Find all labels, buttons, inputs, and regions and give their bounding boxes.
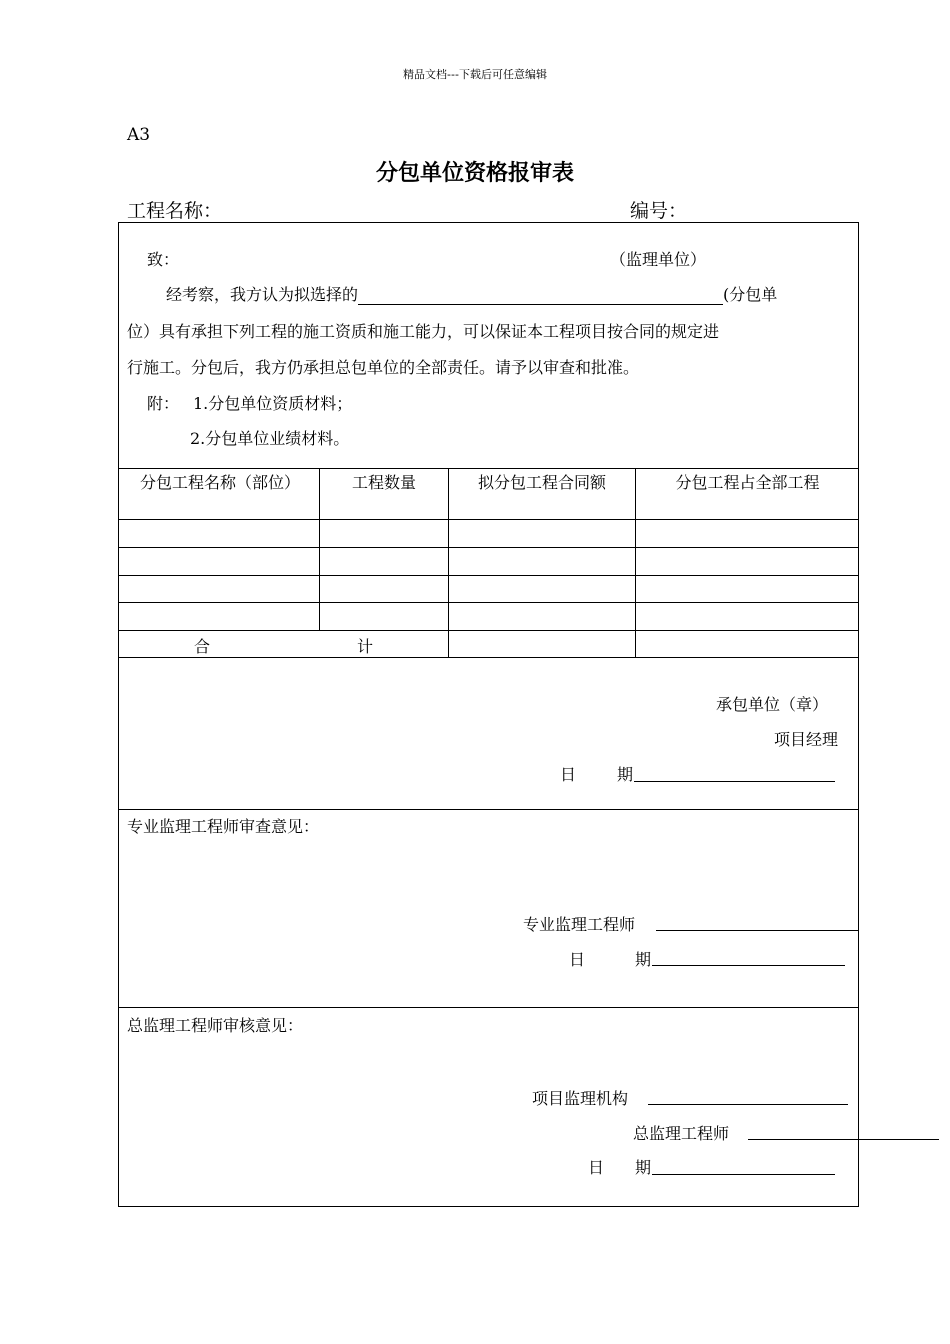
divider xyxy=(118,1007,859,1008)
supervisor-unit-label: （监理单位） xyxy=(610,250,707,269)
attachment-item-1: 1.分包单位资质材料； xyxy=(193,394,353,413)
column-header-percentage: 分包工程占全部工程 xyxy=(675,473,820,492)
divider xyxy=(118,547,859,548)
divider xyxy=(118,809,859,810)
form-title: 分包单位资格报审表 xyxy=(375,161,574,186)
divider xyxy=(118,602,859,603)
divider xyxy=(118,468,859,469)
intro-line-1 xyxy=(166,282,777,305)
chief-date-label-2: 期 xyxy=(635,1158,652,1177)
attachment-item-2: 2.分包单位业绩材料。 xyxy=(190,429,350,448)
specialist-engineer-label: 专业监理工程师 xyxy=(523,915,636,934)
intro-line-1-prefix: 经考察，我方认为拟选择的 xyxy=(166,285,359,304)
contractor-seal-label: 承包单位（章） xyxy=(716,695,829,714)
chief-engineer-label: 总监理工程师 xyxy=(633,1124,730,1143)
divider xyxy=(448,468,449,657)
specialist-date-label-1: 日 xyxy=(569,950,586,969)
specialist-date-label-2: 期 xyxy=(635,950,652,969)
subcontractor-name-field[interactable] xyxy=(358,286,723,305)
chief-opinion-label: 总监理工程师审核意见： xyxy=(127,1016,304,1035)
column-header-quantity: 工程数量 xyxy=(351,473,416,492)
divider xyxy=(118,575,859,576)
number-label: 编号： xyxy=(630,200,688,222)
chief-engineer-field[interactable] xyxy=(748,1139,939,1140)
form-code: A3 xyxy=(127,125,151,145)
column-header-contract-amount: 拟分包工程合同额 xyxy=(477,473,606,492)
intro-line-3: 行施工。分包后，我方仍承担总包单位的全部责任。请予以审查和批准。 xyxy=(127,358,640,377)
total-label-right: 计 xyxy=(357,637,374,656)
chief-date-field[interactable] xyxy=(652,1174,835,1175)
page-header-note: 精品文档---下载后可任意编辑 xyxy=(403,68,547,81)
intro-line-2: 位）具有承担下列工程的施工资质和施工能力，可以保证本工程项目按合同的规定进 xyxy=(127,322,720,341)
supervision-institution-label: 项目监理机构 xyxy=(532,1089,629,1108)
intro-line-1-suffix: (分包单 xyxy=(723,285,778,304)
project-manager-label: 项目经理 xyxy=(774,730,839,749)
specialist-date-field[interactable] xyxy=(652,965,845,966)
total-label-left: 合 xyxy=(194,637,211,656)
contractor-date-label-1: 日 xyxy=(560,765,577,784)
divider xyxy=(635,468,636,657)
contractor-date-field[interactable] xyxy=(634,781,835,782)
project-name-label: 工程名称： xyxy=(127,200,223,222)
to-label: 致： xyxy=(147,250,180,269)
attachment-label: 附： xyxy=(147,394,180,413)
specialist-engineer-field[interactable] xyxy=(656,930,858,931)
divider xyxy=(118,519,859,520)
divider xyxy=(118,630,859,631)
chief-date-label-1: 日 xyxy=(588,1158,605,1177)
divider xyxy=(118,657,859,658)
column-header-subcontract-item: 分包工程名称（部位） xyxy=(139,473,300,492)
specialist-opinion-label: 专业监理工程师审查意见： xyxy=(127,817,320,836)
supervision-institution-field[interactable] xyxy=(648,1104,848,1105)
contractor-date-label-2: 期 xyxy=(617,765,634,784)
